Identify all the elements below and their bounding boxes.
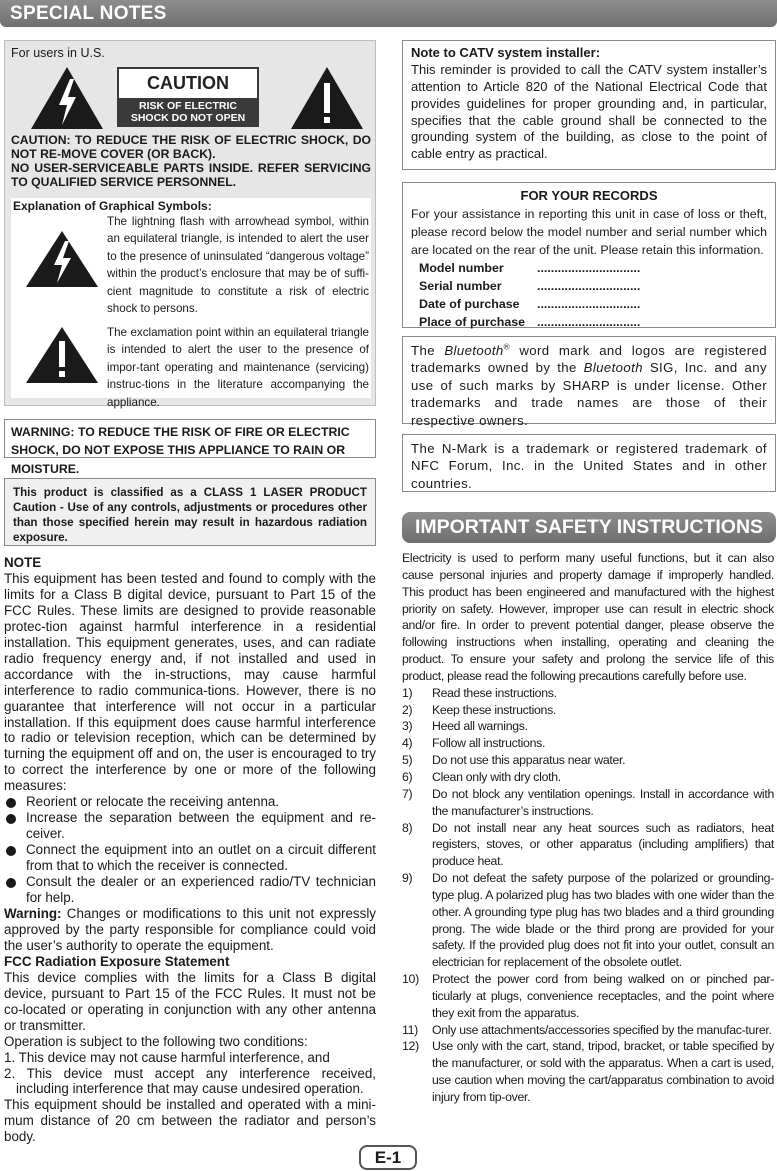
caution-statement-line-2: NO USER-SERVICEABLE PARTS INSIDE. REFER SERVICING TO QUALIFIED SERVICE PERSONNEL. xyxy=(11,161,371,190)
safety-instructions xyxy=(402,550,774,1106)
caution-label xyxy=(117,67,259,127)
list-item: Reorient or relocate the receiving antenna. xyxy=(4,794,376,810)
item-number: 4) xyxy=(402,736,413,751)
lightning-symbol-description: The lightning flash with arrowhead symbol, within an equilateral triangle, is intended to alert the user to the presence of uninsulated “dangerous voltage” within the product’s enclosure that may be of suffi-cient magnitude to constitute a risk of electric shock to persons. xyxy=(107,215,369,315)
item-text: Heed all warnings. xyxy=(432,719,528,734)
records-row-blank: .............................. xyxy=(537,278,641,293)
catv-title: Note to CATV system installer: xyxy=(411,45,601,60)
item-number: 10) xyxy=(402,972,419,987)
lightning-warning-icon xyxy=(29,65,105,131)
modification-warning xyxy=(4,906,376,954)
list-item xyxy=(402,735,774,752)
conditions-intro: Operation is subject to the following two conditions: xyxy=(4,1033,308,1049)
list-item xyxy=(402,702,774,719)
bt-brand-2: Bluetooth xyxy=(583,360,643,376)
catv-installer-note xyxy=(402,40,776,170)
caution-label-line-2: SHOCK DO NOT OPEN xyxy=(130,112,246,124)
distance-statement: This equipment should be installed and operated with a mini-mum distance of 20 cm between the radiator and person’s body. xyxy=(4,1097,376,1145)
symbols-explanation-title: Explanation of Graphical Symbols: xyxy=(13,199,212,213)
item-text: Use only with the cart, stand, tripod, bracket, or table specified by the manufacturer, or sold with the apparatus. When a cart is used, use caution when moving the cart/apparatus combination to avoid injury from tip-over. xyxy=(432,1039,774,1104)
list-item xyxy=(402,1022,774,1039)
item-text: Follow all instructions. xyxy=(432,736,546,751)
bt-text-pre: The xyxy=(411,343,445,358)
list-item: Increase the separation between the equipment and re-ceiver. xyxy=(4,810,376,842)
records-text: For your assistance in reporting this unit in case of loss or theft, please record below the model number and serial number which are located on the rear of the unit. Please retain this information. xyxy=(411,206,767,257)
item-text: Do not use this apparatus near water. xyxy=(432,753,626,768)
records-box xyxy=(402,182,776,328)
item-text: Keep these instructions. xyxy=(432,702,557,717)
list-item xyxy=(402,685,774,702)
item-number: 1) xyxy=(402,685,413,700)
list-item xyxy=(402,769,774,786)
lightning-symbol-icon xyxy=(25,230,99,288)
warning-text: Changes or modifications to this unit not expressly approved by the party responsible for compliance could void the user’s authority to operate the equipment. xyxy=(4,905,376,953)
list-item: Connect the equipment into an outlet on a circuit different from that to which the receiver is connected. xyxy=(4,842,376,874)
item-number: 6) xyxy=(402,769,413,784)
records-row-blank: .............................. xyxy=(537,260,641,275)
records-row-label: Serial number xyxy=(419,278,502,293)
list-item xyxy=(402,870,774,971)
records-row-label: Place of purchase xyxy=(419,314,526,329)
list-item xyxy=(402,718,774,735)
bt-brand: Bluetooth xyxy=(444,343,504,358)
item-number: 2) xyxy=(402,702,413,717)
list-item: 2. This device must accept any interference received, including interference that may cause undesired operation. xyxy=(4,1065,376,1097)
records-row-label: Date of purchase xyxy=(419,296,520,311)
item-number: 3) xyxy=(402,719,413,734)
safety-title: IMPORTANT SAFETY INSTRUCTIONS xyxy=(414,516,764,538)
list-item xyxy=(402,820,774,871)
item-text: Do not defeat the safety purpose of the polarized or grounding-type plug. A polarized plug has two blades with one wider than the other. A grounding type plug has two blades and a third grounding prong. The wide blade or the third prong are provided for your safety. If the provided plug does not fit into your outlet, consult an electrician for replacement of the obsolete outlet. xyxy=(432,871,774,970)
records-row-label: Model number xyxy=(419,260,504,275)
item-text: Read these instructions. xyxy=(432,685,557,700)
nfc-trademark-notice: The N-Mark is a trademark or registered trademark of NFC Forum, Inc. in the United States and in other countries. xyxy=(402,434,776,492)
bt-reg-mark: ® xyxy=(503,342,510,352)
records-row xyxy=(411,314,767,332)
safety-intro: Electricity is used to perform many useful functions, but it can also cause personal injuries and property damage if improperly handled. This product has been engineered and manufactured with the highest priority on safety. However, improper use can result in electric shock and/or fire. In order to prevent potential danger, please observe the following instructions when installing, operating and cleaning the product. To ensure your safety and prolong the service life of this product, please read the following precautions carefully before use. xyxy=(402,551,774,683)
item-number: 5) xyxy=(402,753,413,768)
item-number: 12) xyxy=(402,1039,419,1054)
item-number: 7) xyxy=(402,786,413,801)
records-row xyxy=(411,278,767,296)
records-row-blank: .............................. xyxy=(537,296,641,311)
item-text: Clean only with dry cloth. xyxy=(432,769,561,784)
item-text: Only use attachments/accessories specified by the manufac-turer. xyxy=(432,1022,772,1037)
records-row xyxy=(411,296,767,314)
list-item: Consult the dealer or an experienced radio/TV technician for help. xyxy=(4,874,376,906)
fcc-exposure-title: FCC Radiation Exposure Statement xyxy=(4,953,230,969)
fire-shock-warning: WARNING: TO REDUCE THE RISK OF FIRE OR ELECTRIC SHOCK, DO NOT EXPOSE THIS APPLIANCE TO RAIN OR MOISTURE. xyxy=(4,419,376,458)
list-item: 1. This device may not cause harmful interference, and xyxy=(4,1049,330,1065)
note-title: NOTE xyxy=(4,555,42,570)
item-number: 9) xyxy=(402,871,413,886)
item-number: 11) xyxy=(402,1022,418,1037)
caution-statement-line-1: CAUTION: TO REDUCE THE RISK OF ELECTRIC SHOCK, DO NOT RE-MOVE COVER (OR BACK). xyxy=(11,133,371,162)
fcc-exposure-text: This device complies with the limits for a Class B digital device, pursuant to Part 15 of the FCC Rules. It must not be co-located or operating in conjunction with any other antenna or transmitter. xyxy=(4,969,376,1033)
item-text: Do not install near any heat sources such as radiators, heat registers, stoves, or other apparatus (including amplifiers) that produce heat. xyxy=(432,820,774,869)
bt-text-post: SIG, Inc. and any use of such marks by SHARP is under license. Other trademarks and trade names are those of their respective owners. xyxy=(411,360,767,428)
section-header xyxy=(0,0,777,27)
symbols-explanation xyxy=(11,198,371,409)
page-number: E-1 xyxy=(359,1145,417,1170)
caution-label-line-1: RISK OF ELECTRIC xyxy=(138,100,237,112)
item-text: Do not block any ventilation openings. Install in accordance with the manufacturer’s instructions. xyxy=(432,786,774,818)
records-row xyxy=(411,260,767,278)
bt-text-mid: word mark and logos are registered trademarks owned by the xyxy=(411,343,767,376)
exclamation-symbol-description: The exclamation point within an equilateral triangle is intended to alert the user to the presence of impor-tant operating and maintenance (servicing) instruc-tions in the literature accompanying the appliance. xyxy=(107,326,369,409)
list-item xyxy=(402,1038,774,1105)
exclamation-warning-icon xyxy=(289,65,365,131)
fcc-note xyxy=(4,555,376,1145)
item-text: Protect the power cord from being walked on or pinched par-ticularly at plugs, convenience receptacles, and the point where they exit from the apparatus. xyxy=(432,972,774,1020)
records-row-blank: .............................. xyxy=(537,314,641,329)
bluetooth-trademark-notice xyxy=(402,336,776,428)
list-item xyxy=(402,971,774,1022)
caution-statement xyxy=(11,133,371,189)
exclamation-symbol-icon xyxy=(25,326,99,384)
records-title: FOR YOUR RECORDS xyxy=(520,188,658,203)
us-users-note: For users in U.S. xyxy=(11,46,105,60)
item-number: 8) xyxy=(402,820,413,835)
warning-label: Warning: xyxy=(4,905,62,921)
caution-panel xyxy=(4,40,376,409)
caution-label-title: CAUTION xyxy=(119,69,257,98)
laser-product-notice: This product is classified as a CLASS 1 LASER PRODUCT Caution - Use of any controls, adjustments or procedures other than those specified herein may result in hazardous radiation exposure. xyxy=(4,478,376,546)
catv-text: This reminder is provided to call the CATV system installer’s attention to Article 820 of the National Electrical Code that provides guidelines for proper grounding and, in particular, specifies that the cable ground shall be connected to the grounding system of the building, as close to the point of cable entry as practical. xyxy=(411,61,767,162)
list-item xyxy=(402,786,774,820)
safety-header xyxy=(402,512,776,543)
note-body: This equipment has been tested and found to comply with the limits for a Class B digital device, pursuant to Part 15 of the FCC Rules. These limits are designed to provide reasonable protec-tion against harmful interference in a residential installation. This equipment generates, uses, and can radiate radio frequency energy and, if not installed and used in accordance with the in-structions, may cause harmful interference to radio communica-tions. However, there is no guarantee that interference will not occur in a particular installation. If this equipment does cause harmful interference to radio or television reception, which can be determined by turning the equipment off and on, the user is encouraged to try to correct the interference by one or more of the following measures: xyxy=(4,570,376,794)
list-item xyxy=(402,752,774,769)
section-title: SPECIAL NOTES xyxy=(10,3,167,24)
